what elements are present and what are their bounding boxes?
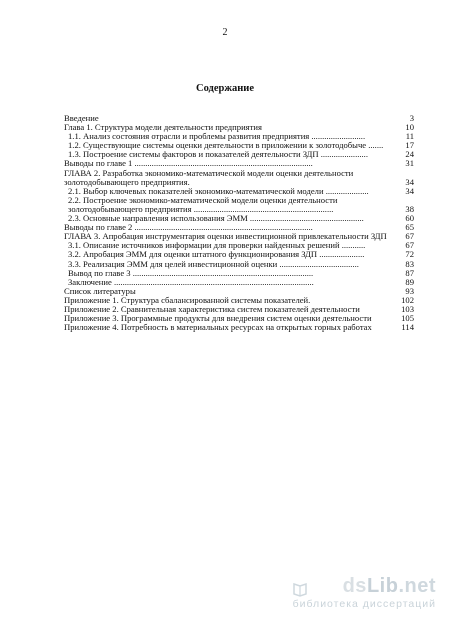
watermark-logo-net: .net xyxy=(398,575,436,597)
toc-entry-page: 31 xyxy=(405,158,414,169)
toc-entry-title: ГЛАВА 2. Разработка экономико-математической модели оценки деятельности золотодобывающего предприятия. xyxy=(64,167,354,187)
toc-entry-title: Приложение 4. Потребность в материальных ресурсах на открытых горных работах xyxy=(64,322,372,333)
toc-entry-title: 1.2. Существующие системы оценки деятельности в приложении к золотодобыче ....... xyxy=(68,140,384,151)
toc-entry-title: 1.3. Построение системы факторов и показателей деятельности ЗДП ...................... xyxy=(68,149,368,160)
toc-entry-title: Введение xyxy=(64,113,99,123)
page-number: 2 xyxy=(222,27,228,38)
toc-entry-title: Приложение 2. Сравнительная характеристика систем показателей деятельности xyxy=(64,303,360,314)
toc-entry-title: 2.3. Основные направления использования ЭММ ..................................................... xyxy=(68,213,364,224)
toc-entry-title: Выводы по главе 2 ................................................................................... xyxy=(64,222,313,233)
toc-entry-page: 89 xyxy=(405,276,414,287)
toc-entry-page: 3 xyxy=(409,113,414,123)
toc-entry-title: 2.2. Построение экономико-математической модели оценки деятельности золотодобывающего предприятия ................................................................. xyxy=(68,194,338,214)
watermark-logo-ds: ds xyxy=(342,575,367,597)
toc-entry-title: 2.1. Выбор ключевых показателей экономико-математической модели .................... xyxy=(68,185,369,196)
toc-entry-title: Список литературы xyxy=(64,285,136,296)
toc-entry-title: Вывод по главе 3 .................................................................................... xyxy=(68,267,314,278)
toc-entry-page: 11 xyxy=(405,131,414,142)
watermark-logo-lib: Lib xyxy=(366,575,399,597)
toc-entry-page: 105 xyxy=(401,313,414,324)
toc-entry-page: 114 xyxy=(401,322,414,333)
table-of-contents xyxy=(64,114,414,332)
watermark-logo xyxy=(246,575,436,598)
toc-entry-page: 72 xyxy=(405,249,414,260)
toc-entry-title: Заключение ............................................................................................. xyxy=(68,276,314,287)
toc-entry-page: 65 xyxy=(405,222,414,233)
toc-entry-page: 10 xyxy=(405,122,414,133)
watermark-subtitle: библиотека диссертаций xyxy=(292,598,436,610)
toc-entry-title: Приложение 3. Программные продукты для внедрения систем оценки деятельности xyxy=(64,313,372,324)
toc-entry-title: 3.2. Апробация ЭММ для оценки штатного функционирования ЗДП ..................... xyxy=(68,249,365,260)
toc-entry-title: 3.1. Описание источников информации для проверки найденных решений ........... xyxy=(68,240,366,251)
page-title: Содержание xyxy=(196,83,254,94)
toc-entry-page: 67 xyxy=(405,231,414,242)
toc-entry-page: 38 xyxy=(405,203,414,214)
toc-entry-title: 1.1. Анализ состояния отрасли и проблемы развития предприятия ......................... xyxy=(68,131,366,142)
toc-entry xyxy=(64,323,414,332)
toc-entry-page: 87 xyxy=(405,267,414,278)
toc-entry-page: 103 xyxy=(401,303,414,314)
toc-entry-title: Глава 1. Структура модели деятельности предприятия xyxy=(64,122,262,133)
toc-entry-page: 24 xyxy=(405,149,414,160)
watermark xyxy=(246,575,436,611)
toc-entry-page: 102 xyxy=(401,294,414,305)
toc-entry-title: 3.3. Реализация ЭММ для целей инвестиционной оценки ..................................... xyxy=(68,258,359,269)
toc-entry-page: 34 xyxy=(405,176,414,187)
toc-entry-page: 93 xyxy=(405,285,414,296)
toc-entry-title: Выводы по главе 1 ................................................................................... xyxy=(64,158,313,169)
toc-entry-title: ГЛАВА 3. Апробация инструментария оценки инвестиционной привлекательности ЗДП xyxy=(64,231,387,242)
toc-entry-page: 67 xyxy=(405,240,414,251)
toc-entry-page: 34 xyxy=(405,185,414,196)
toc-entry-page: 17 xyxy=(405,140,414,151)
toc-entry xyxy=(64,196,414,214)
toc-entry-page: 60 xyxy=(405,213,414,224)
toc-entry-title: Приложение 1. Структура сбалансированной системы показателей. xyxy=(64,294,311,305)
toc-entry-page: 83 xyxy=(405,258,414,269)
toc-entry xyxy=(64,169,414,187)
